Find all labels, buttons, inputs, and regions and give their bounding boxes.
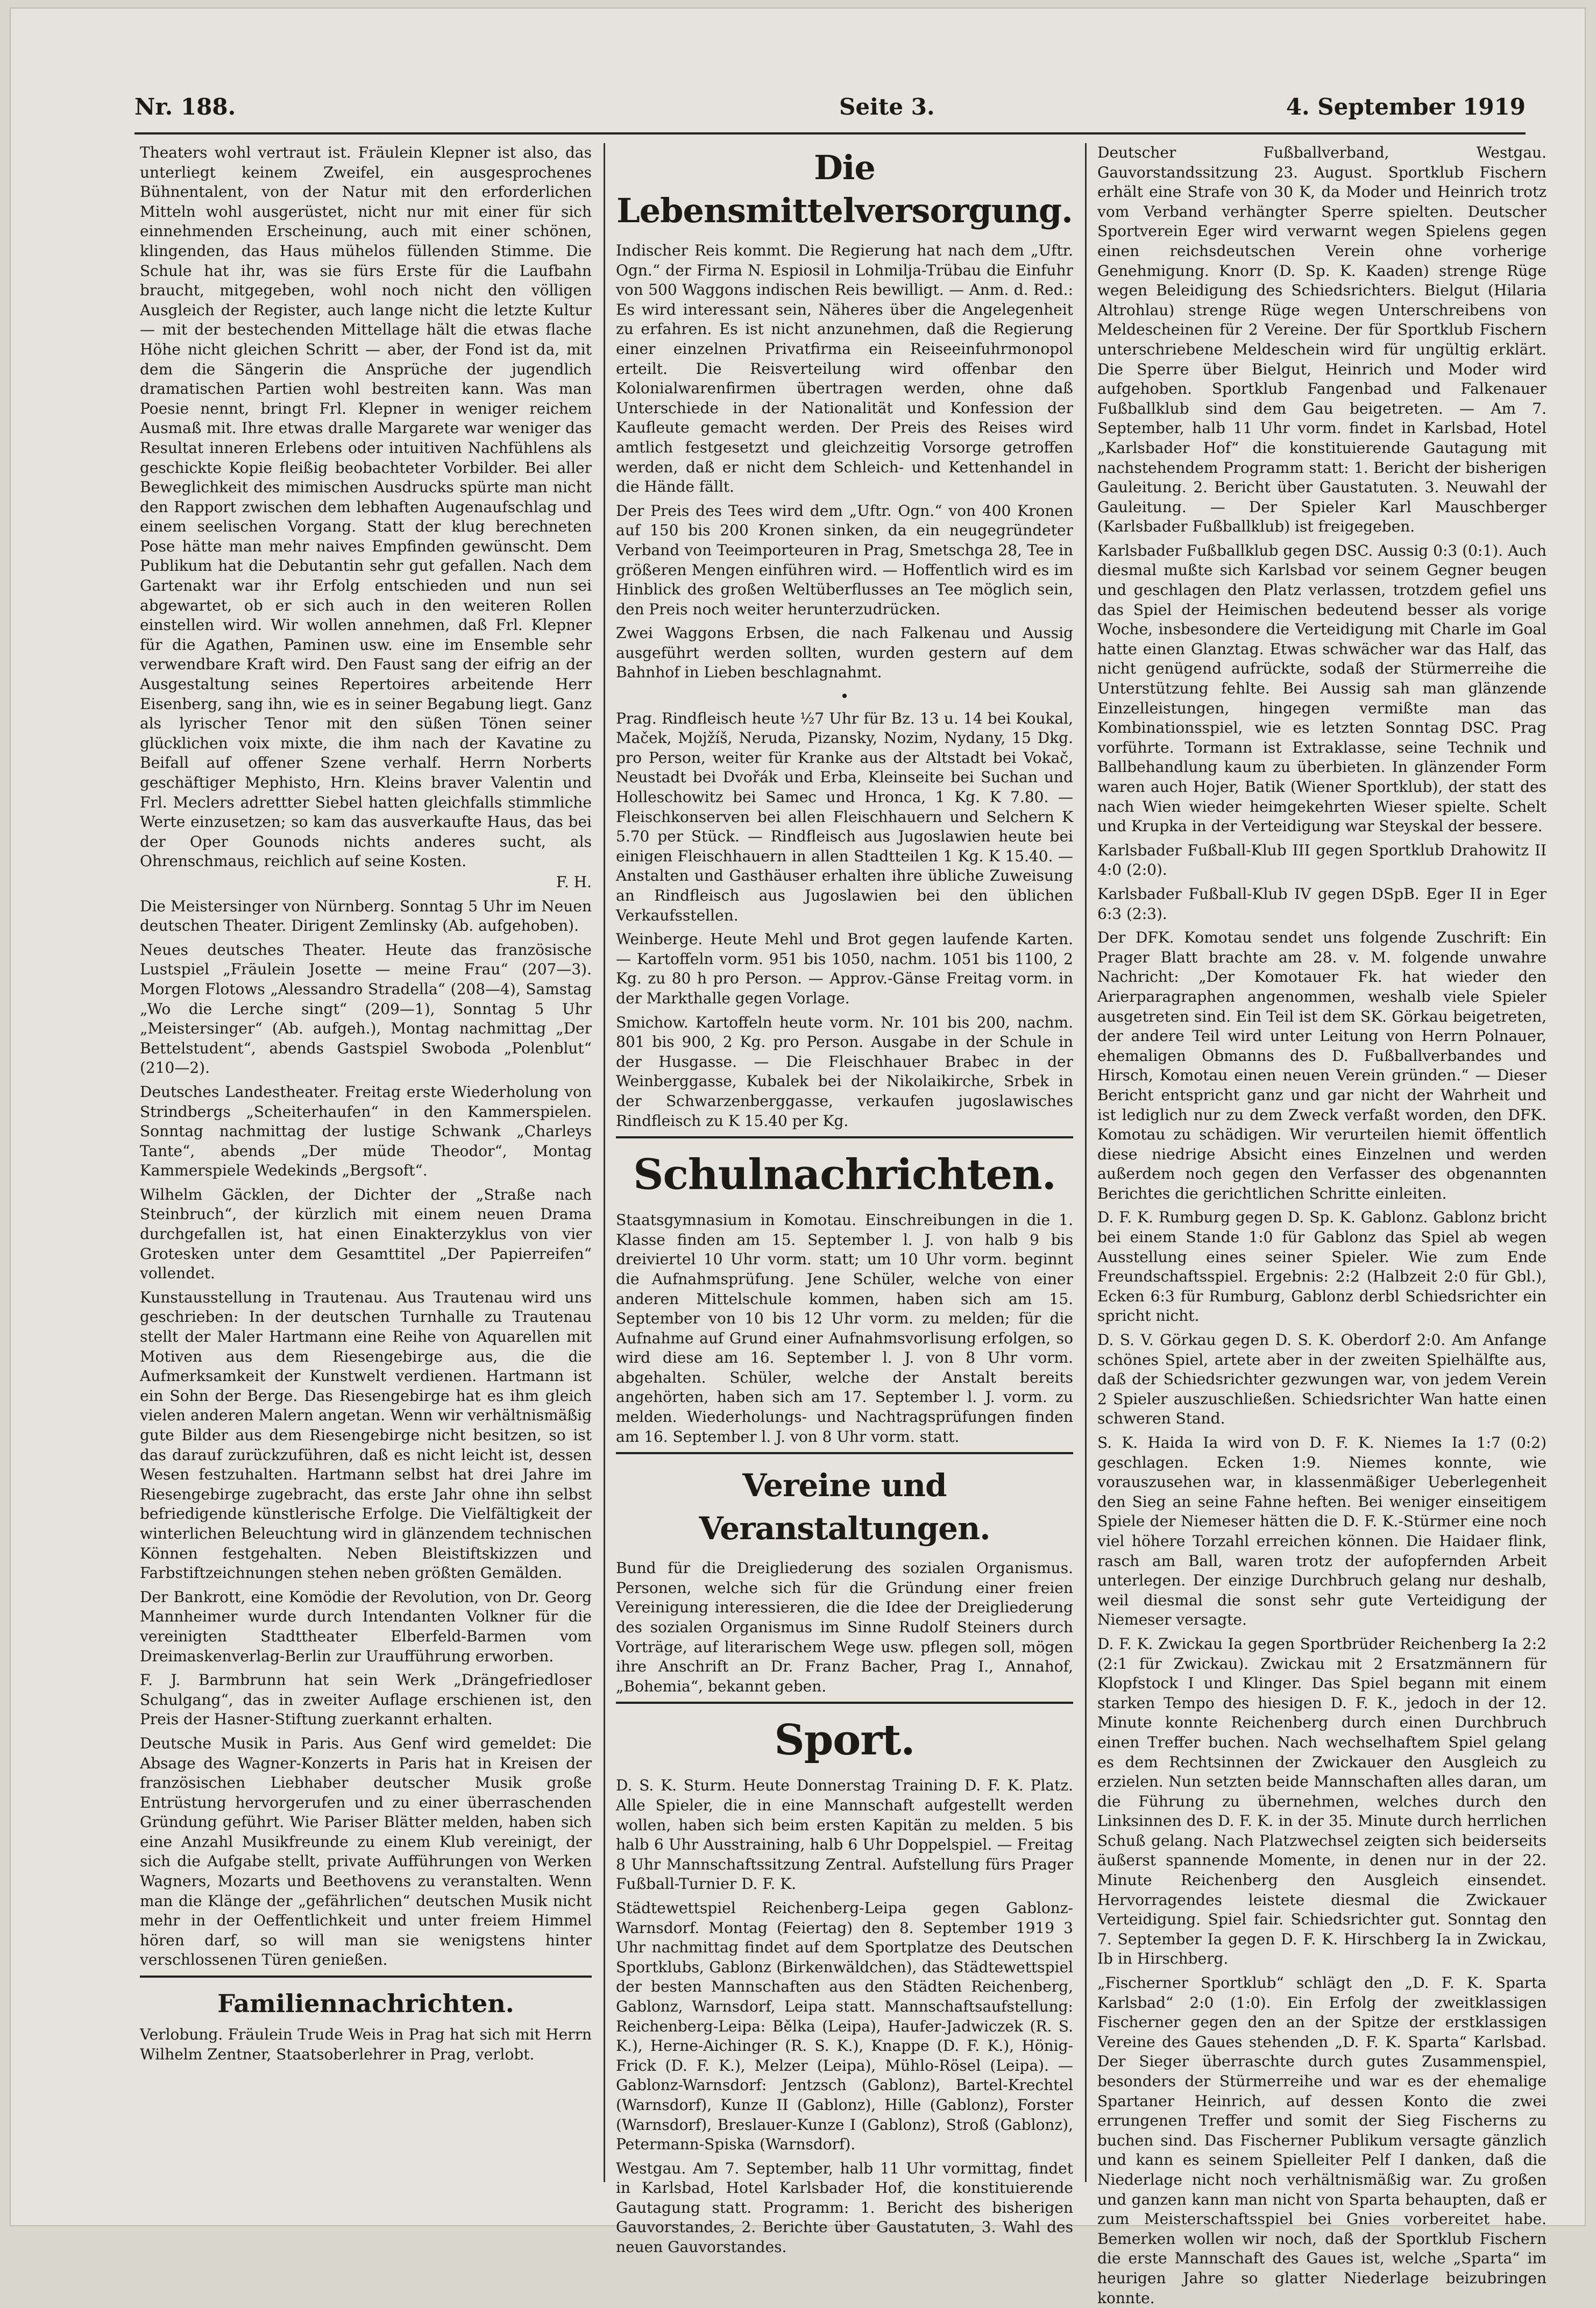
sport-item-city-match: Städtewettspiel Reichenberg-Leipa gegen Gablonz-Warnsdorf. Montag (Feiertag) den 8. September 1919 3 Uhr nachmittag findet auf dem Sportplatze des Deutschen Sportklubs, Gablonz (Birkenwäldchen), das Städtewettspiel der besten Mannschaften aus den Städten Reichenberg, Gablonz, Warnsdorf, Leipa statt. Mannschaftsaufstellung: Reichenberg-Leipa: Bělka (Leipa), Haufer-Jadwiczek (R. S. K.), Herne-Aichinger (R. S. K.), Knappe (D. F. K.), Hönig-Frick (D. F. K.), Melzer (Leipa), Mühlo-Rösel (Leipa). — Gablonz-Warnsdorf: Jentzsch (Gablonz), Bartel-Krechtel (Warnsdorf), Kunze II (Gablonz), Hille (Gablonz), Forster (Warnsdorf), Breslauer-Kunze I (Gablonz), Stroß (Gablonz), Petermann-Spiska (Warnsdorf). xyxy=(616,1899,1073,2154)
food-item-rice: Indischer Reis kommt. Die Regierung hat nach dem „Uftr. Ogn.“ der Firma N. Espiosil in Lohmilja-Trübau die Einfuhr von 500 Waggons indischen Reis bewilligt. — Anm. d. Red.: Es wird interessant sein, Näheres über die Angelegenheit zu erfahren. Es ist nicht anzunehmen, daß die Regierung einer einzelnen Privatfirma ein Reiseeinfuhrmonopol erteilt. Die Reisverteilung wird offenbar den Kolonialwarenfirmen übertragen werden, ohne daß Unterschiede in der Nationalität und Konfession der Kaufleute gemacht werden. Der Preis des Reises wird amtlich festgesetzt und gleichzeitig Vorsorge getroffen werden, daß er nicht dem Schleich- und Kettenhandel in die Hände fällt. xyxy=(616,242,1073,496)
engagement-notice: Verlobung. Fräulein Trude Weis in Prag hat sich mit Herrn Wilhelm Zentner, Staatsoberlehrer in Prag, verlobt. xyxy=(140,2026,592,2063)
school-news-heading: Schulnachrichten. xyxy=(633,1150,1056,1200)
opera-review-text: Theaters wohl vertraut ist. Fräulein Klepner ist also, das unterliegt keinem Zweifel, ein ausgesprochenes Bühnentalent, von der Natur mit den erforderlichen Mitteln wohl ausgerüstet, nicht nur mit einer für sich einnehmenden Erscheinung, auch mit einer schönen, klingenden, das Haus mühelos füllenden Stimme. Die Schule hat ihr, was sie fürs Erste für die Laufbahn braucht, mitgegeben, wohl noch nicht den völligen Ausgleich der Register, auch lange nicht die letzte Kultur — mit der bestechenden Mittellage hält die etwas flache Höhe nicht gleichen Schritt — aber, der Fond ist da, mit dem die Sängerin die Ansprüche der jugendlich dramatischen Partien wohl bestreiten kann. Was man Poesie nennt, bringt Frl. Klepner in weniger reichem Ausmaß mit. Ihre etwas dralle Margarete war weniger das Resultat inneren Erlebens oder intuitiven Nachfühlens als geschickte Kopie fleißig beobachteter Vorbilder. Bei aller Beweglichkeit des mimischen Ausdrucks spürte man nicht den Rapport zwischen dem lebhaften Augenaufschlag und einem seelischen Vorgang. Statt der klug berechneten Pose hätte man mehr naives Empfinden gewünscht. Dem Publikum hat die Debutantin sehr gut gefallen. Nach dem Gartenakt war ihr Erfolg entschieden und nun sei abgewartet, ob er sich auch in den weiteren Rollen einstellen wird. Wir wollen annehmen, daß Frl. Klepner für die Agathen, Paminen usw. eine im Ensemble sehr verwendbare Kraft wird. Den Faust sang der eifrig an der Ausgestaltung seines Repertoires arbeitende Herr Eisenberg, sang ihn, wie es in seiner Begabung liegt. Ganz als lyrischer Tenor mit den süßen Tönen seiner glücklichen voix mixte, die ihm nach der Kavatine zu Beifall auf offener Szene verhalf. Herrn Norberts geschäftiger Mephisto, Hrn. Kleins braver Valentin und Frl. Meclers adrettter Siebel hatten gleichfalls stimmliche Werte einzusetzen; so kam das ausverkaufte Haus, das bei der Oper Gounods nichts anderes sucht, als Ohrenschmaus, reichlich auf seine Kosten. xyxy=(140,144,592,870)
sport-item-zwickau: D. F. K. Zwickau Ia gegen Sportbrüder Reichenberg Ia 2:2 (2:1 für Zwickau). Zwickau mit 2 Ersatzmännern für Klopfstock I und Klinger. Das Spiel begann mit einem starken Tempo des hiesigen D. F. K., jedoch in der 12. Minute konnte Reichenberg durch einen Durchbruch einen Treffer buchen. Nach wechselhaftem Spiel gelang es dem Rechtsinnen der Zwickauer den Ausgleich zu erzielen. Nun setzten beide Mannschaften alles daran, um die Führung zu übernehmen, welches durch den Linksinnen des D. F. K. in der 35. Minute durch herrlichen Schuß gelang. Nach Platzwechsel zeigten sich beiderseits äußerst spannende Momente, in denen nur in der 22. Minute Reichenberg den Ausgleich einsendet. Hervorragendes leistete diesmal die Zwickauer Verteidigung. Spiel fair. Schiedsrichter gut. Sonntag den 7. September Ia gegen D. F. K. Hirschberg Ia in Zwickau, Ib in Hirschberg. xyxy=(1097,1634,1547,1968)
sport-item-karlsbad-iv: Karlsbader Fußball-Klub IV gegen DSpB. Eger II in Eger 6:3 (2:3). xyxy=(1097,884,1547,923)
column-right xyxy=(1097,143,1547,2307)
sport-item-westgau: Westgau. Am 7. September, halb 11 Uhr vormittag, findet in Karlsbad, Hotel Karlsbader Hof, die konstituierende Gautagung statt. Programm: 1. Bericht des bisherigen Gauvorstandes, 2. Berichte über Gaustatuten, 3. Wahl des neuen Gauvorstandes. xyxy=(616,2159,1073,2256)
news-item-neues-theater: Neues deutsches Theater. Heute das französische Lustspiel „Fräulein Josette — meine Frau“ (207—3). Morgen Flotows „Alessandro Stradella“ (208—4), Samstag „Wo die Lerche singt“ (209—1), Sonntag 5 Uhr „Meistersinger“ (Ab. aufgeh.), Montag nachmittag „Der Bettelstudent“, abends Gastspiel Swoboda „Polenblut“ (210—2). xyxy=(140,940,592,1077)
food-item-prague: Prag. Rindfleisch heute ½7 Uhr für Bz. 13 u. 14 bei Koukal, Maček, Mojžíš, Neruda, Pizansky, Nozim, Nydany, 15 Dkg. pro Person, weiter für Kranke aus der Altstadt bei Vokač, Neustadt bei Dvořák und Erba, Kleinseite bei Suchan und Holleschowitz bei Samec und Hronca, 1 Kg. K 7.80. — Fleischkonserven bei allen Fleischhauern und Selchern K 5.70 per Stück. — Rindfleisch aus Jugoslawien heute bei einigen Fleischhauern in allen Stadtteilen 1 Kg. K 15.40. — Anstalten und Gasthäuser erhalten ihre übliche Zuweisung an Rindfleisch aus Jugoslawien bei den üblichen Verkaufsstellen. xyxy=(616,709,1073,924)
issue-date: 4. September 1919 xyxy=(1286,94,1526,120)
news-item-meistersinger: Die Meistersinger von Nürnberg. Sonntag 5 Uhr im Neuen deutschen Theater. Dirigent Zemlinsky (Ab. aufgehoben). xyxy=(140,897,592,935)
sport-item-karlsbad-aussig: Karlsbader Fußballklub gegen DSC. Aussig 0:3 (0:1). Auch diesmal mußte sich Karlsbad vor seinem Gegner beugen und geschlagen den Platz verlassen, trotzdem gefiel uns das Spiel der Heimischen bedeutend besser als vorige Woche, insbesondere die Verteidigung mit Charle im Goal hatte einen Glanztag. Etwas schwächer war das Half, das nicht genügend aufrückte, sodaß der Stürmerreihe die Unterstützung fehlte. Bei Aussig sah man glänzende Einzelleistungen, hingegen vermißte man das Kombinationsspiel, wie es letzten Sonntag DSC. Prag vorführte. Tormann ist Extraklasse, seine Technik und Ballbehandlung kaum zu überbieten. In glänzender Form waren auch Hojer, Batik (Wiener Sportklub), der statt des nach Wien wieder heimgekehrten Wieser spielte. Schelt und Krupka in der Verteidigung war Steyskal der bessere. xyxy=(1097,541,1547,836)
sport-item-karlsbad-iii: Karlsbader Fußball-Klub III gegen Sportklub Drahowitz II 4:0 (2:0). xyxy=(1097,841,1547,879)
sport-item-komotau: Der DFK. Komotau sendet uns folgende Zuschrift: Ein Prager Blatt brachte am 28. v. M. folgende unwahre Nachricht: „Der Komotauer Fk. hat wieder den Arierparagraphen angenommen, weshalb viele Spieler ausgetreten sind. Ein Teil ist dem SK. Görkau beigetreten, der andere Teil wird unter Leitung von Herrn Polnauer, ehemaligen Obmanns des D. Fußballverbandes und Hirsch, Komotau einen neuen Verein gründen.“ — Dieser Bericht entspricht ganz und gar nicht der Wahrheit und ist lediglich nur zu dem Zweck verfaßt worden, den DFK. Komotau zu schädigen. Wir verurteilen hiemit öffentlich diese niedrige Absicht eines Einzelnen und werden außerdem noch gegen den Verfasser des obgenannten Berichtes die gerichtlichen Schritte einleiten. xyxy=(1097,929,1547,1202)
food-item-tea: Der Preis des Tees wird dem „Uftr. Ogn.“ von 400 Kronen auf 150 bis 200 Kronen sinken, da ein neugegründeter Verband von Teeimporteuren in Prag, Smetschga 28, Tee in größeren Mengen einführen wird. — Hoffentlich wird es im Hinblick des großen Weltüberflusses an Tee möglich sein, den Preis noch weiter herunterzudrücken. xyxy=(616,501,1073,618)
food-item-weinberge: Weinberge. Heute Mehl und Brot gegen laufende Karten. — Kartoffeln vorm. 951 bis 1050, nachm. 1051 bis 1100, 2 Kg. zu 80 h pro Person. — Approv.-Gänse Freitag vorm. in der Markthalle gegen Vorlage. xyxy=(616,930,1073,1007)
food-item-smichow: Smichow. Kartoffeln heute vorm. Nr. 101 bis 200, nachm. 801 bis 900, 2 Kg. pro Person. Ausgabe in der Schule in der Husgasse. — Die Fleischhauer Brabec in der Weinberggasse, Kubalek bei der Nikolaikirche, Srbek in der Schwarzenberggasse, verkaufen jugoslawisches Rindfleisch zu K 15.40 per Kg. xyxy=(616,1013,1073,1130)
sport-item-sturm: D. S. K. Sturm. Heute Donnerstag Training D. F. K. Platz. Alle Spieler, die in eine Mannschaft aufgestellt werden wollen, haben sich beim ersten Kapitän zu melden. 5 bis halb 6 Uhr Ausstraining, halb 6 Uhr Doppelspiel. — Freitag 8 Uhr Mannschaftssitzung Zentral. Aufstellung fürs Prager Fußball-Turnier D. F. K. xyxy=(616,1776,1073,1893)
column-left xyxy=(140,143,592,2182)
column-divider xyxy=(1085,143,1087,2182)
section-rule xyxy=(616,1702,1073,1704)
news-item-art-exhibition: Kunstausstellung in Trautenau. Aus Trautenau wird uns geschrieben: In der deutschen Turnhalle zu Trautenau stellt der Maler Hartmann eine Reihe von Aquarellen mit Motiven aus dem Riesengebirge aus, die die Aufmerksamkeit der Kunstwelt verdienen. Hartmann ist ein Sohn der Berge. Das Riesengebirge hat es ihm gleich vielen anderen Malern angetan. Wenn wir verhältnismäßig gute Bilder aus dem Riesengebirge nicht besitzen, so ist das darauf zurückzuführen, daß es nicht leicht ist, dessen Wesen festzuhalten. Hartmann selbst hat drei Jahre im Riesengebirge zugebracht, das erste Jahr ohne ihn selbst befriedigende künstlerische Erfolge. Die Vielfältigkeit der winterlichen Beleuchtung wird in glänzendem technischen Können festgehalten. Neben Bleistiftskizzen und Farbstiftzeichnungen stehen neben größten Gemälden. xyxy=(140,1288,592,1582)
news-item-author: Wilhelm Gäcklen, der Dichter der „Straße nach Steinbruch“, der kürzlich mit einem neuen Drama durchgefallen ist, hat einen Einakterzyklus von vier Grotesken unter dem Gesamttitel „Der Papierreifen“ vollendet. xyxy=(140,1185,592,1283)
page-number: Seite 3. xyxy=(839,94,935,120)
news-item-music-paris: Deutsche Musik in Paris. Aus Genf wird gemeldet: Die Absage des Wagner-Konzerts in Paris hat in Kreisen der französischen Liebhaber deutscher Musik große Entrüstung hervorgerufen und zu einer überraschenden Gründung geführt. Wie Pariser Blätter melden, haben sich eine Anzahl Musikfreunde zu einem Klub vereinigt, der sich die Aufgabe stellt, private Aufführungen von Werken Wagners, Mozarts und Beethovens zu veranstalten. Wenn man die Klänge der „gefährlichen“ deutschen Musik nicht mehr in der Oeffentlichkeit und unter freiem Himmel hören darf, so will man sie wenigstens hinter verschlossenen Türen genießen. xyxy=(140,1734,592,1969)
sport-heading: Sport. xyxy=(774,1716,915,1765)
family-news-heading: Familiennachrichten. xyxy=(217,1989,514,2019)
food-item-peas: Zwei Waggons Erbsen, die nach Falkenau und Aussig ausgeführt werden sollten, wurden gestern auf dem Bahnhof in Lieben beschlagnahmt. xyxy=(616,624,1073,682)
sport-item-rumburg: D. F. K. Rumburg gegen D. Sp. K. Gablonz. Gablonz bricht bei einem Stande 1:0 für Gablonz das Spiel ab wegen Ausstellung eines seiner Spieler. Wie zum Ende Freundschaftsspiel. Ergebnis: 2:2 (Halbzeit 2:0 für Gbl.), Ecken 6:3 für Rumburg, Gablonz derbl Schiedsrichter ein spricht nicht. xyxy=(1097,1208,1547,1325)
club-item-threefold: Bund für die Dreigliederung des sozialen Organismus. Personen, welche sich für die Gründung einer freien Vereinigung interessieren, die die Idee der Dreigliederung des sozialen Organismus im Sinne Rudolf Steiners durch Vorträge, auf literarischem Wege usw. pflegen soll, mögen ihre Anschrift an Dr. Franz Bacher, Prag I., Annahof, „Bohemia“, bekannt geben. xyxy=(616,1559,1073,1695)
column-divider xyxy=(604,143,605,2182)
section-rule xyxy=(616,1136,1073,1138)
clubs-events-heading: Vereine und Veranstaltungen. xyxy=(699,1467,990,1547)
newspaper-page xyxy=(10,8,1586,2307)
separator-dot: • xyxy=(840,688,849,706)
section-rule xyxy=(140,1976,592,1978)
food-supply-heading: Die Lebensmittelversorgung. xyxy=(616,148,1073,230)
issue-number: Nr. 188. xyxy=(134,94,236,120)
news-item-award: F. J. Barmbrunn hat sein Werk „Drängefriedloser Schulgang“, das in zweiter Auflage erschienen ist, den Preis der Hasner-Stiftung zuerkannt erhalten. xyxy=(140,1671,592,1729)
news-item-comedy: Der Bankrott, eine Komödie der Revolution, von Dr. Georg Mannheimer wurde durch Intendanten Volkner für die vereinigten Stadttheater Elberfeld-Barmen vom Dreimaskenverlag-Berlin zur Uraufführung erworben. xyxy=(140,1588,592,1665)
sport-item-fischern: „Fischerner Sportklub“ schlägt den „D. F. K. Sparta Karlsbad“ 2:0 (1:0). Ein Erfolg der zweitklassigen Fischerner gegen den an der Spitze der erstklassigen Vereine des Gaues stehenden „D. F. K. Sparta“ Karlsbad. Der Sieger überraschte durch gutes Zusammenspiel, besonders der Stürmerreihe und war es der ehemalige Spartaner Heinrich, auf dessen Konto die zwei errungenen Treffer und somit der Sieg Fischerns zu buchen sind. Das Fischerner Publikum versagte gänzlich und kann es seinem Spielleiter Pelf I danken, daß die Niederlage nicht noch verhältnismäßig war. Zu großen und ganzen kann man nicht von Sparta behaupten, daß er zum Meisterschaftsspiel bei Gnies vorbereitet habe. Bemerken wollen wir noch, daß der Sportklub Fischern die erste Mannschaft des Gaues ist, welche „Sparta“ im heurigen Jahre so glatter Niederlage beizubringen konnte. xyxy=(1097,1974,1547,2307)
page-header xyxy=(134,89,1526,134)
school-item-komotau: Staatsgymnasium in Komotau. Einschreibungen in die 1. Klasse finden am 15. September l. J. von halb 9 bis dreiviertel 10 Uhr vorm. statt; um 10 Uhr vorm. beginnt die Aufnahmsprüfung. Jene Schüler, welche von einer anderen Mittelschule kommen, haben sich am 15. September von 10 bis 12 Uhr vorm. zu melden; für die Aufnahme auf Grund einer Aufnahmsvorlisung erfolgen, so wird diese am 16. September l. J. von 8 Uhr vorm. abgehalten. Schüler, welche der Anstalt bereits angehörten, haben sich am 17. September l. J. vorm. zu melden. Wiederholungs- und Nachtragsprüfungen finden am 16. September l. J. von 8 Uhr vorm. statt. xyxy=(616,1211,1073,1446)
review-signature: F. H. xyxy=(556,873,592,891)
sport-item-association: Deutscher Fußballverband, Westgau. Gauvorstandssitzung 23. August. Sportklub Fischern erhält eine Strafe von 30 K, da Moder und Heinrich trotz vom Verband verhängter Sperre spielten. Deutscher Sportverein Eger wird verwarnt wegen Spielens gegen einen reichsdeutschen Verein ohne vorherige Genehmigung. Knorr (D. Sp. K. Kaaden) strenge Rüge wegen Beleidigung des Schiedsrichters. Bielgut (Hilaria Altrohlau) strenge Rüge wegen Unterschreibens von Meldescheinen für 2 Vereine. Der für Sportklub Fischern unterschriebene Meldeschein wird für ungültig erklärt. Die Sperre über Bielgut, Heinrich und Moder wird aufgehoben. Sportklub Fangenbad und Falkenauer Fußballklub sind dem Gau beigetreten. — Am 7. September, halb 11 Uhr vorm. findet in Karlsbad, Hotel „Karlsbader Hof“ die konstituierende Gautagung mit nachstehendem Programm statt: 1. Bericht der bisherigen Gauleitung. 2. Bericht über Gaustatuten. 3. Neuwahl der Gauleitung. — Der Spieler Karl Mauschberger (Karlsbader Fußballklub) ist freigegeben. xyxy=(1097,144,1547,536)
section-rule xyxy=(616,1452,1073,1454)
sport-item-goerkau: D. S. V. Görkau gegen D. S. K. Oberdorf 2:0. Am Anfange schönes Spiel, artete aber in der zweiten Spielhälfte aus, daß der Schiedsrichter gezwungen war, von jedem Verein 2 Spieler auszuschließen. Schiedsrichter Wan hatte einen schweren Stand. xyxy=(1097,1331,1547,1428)
column-middle xyxy=(616,143,1073,2256)
news-item-landestheater: Deutsches Landestheater. Freitag erste Wiederholung von Strindbergs „Scheiterhaufen“ in den Kammerspielen. Sonntag nachmittag der lustige Schwank „Charleys Tante“, abends „Der müde Theodor“, Montag Kammerspiele Wedekinds „Bergsoft“. xyxy=(140,1082,592,1180)
sport-item-haida: S. K. Haida Ia wird von D. F. K. Niemes Ia 1:7 (0:2) geschlagen. Ecken 1:9. Niemes konnte, wie vorauszusehen war, in klassenmäßiger Ueberlegenheit den Sieg an seine Fahne heften. Bei weniger einseitigem Spiele der Niemeser hätten die D. F. K.-Stürmer eine noch viel höhere Torzahl erreichen können. Die Haidaer flink, rasch am Ball, waren trotz der aufopfernden Arbeit unterlegen. Der einzige Durchbruch gelang nur deshalb, weil diesmal die sonst sehr gute Verteidigung der Niemeser versagte. xyxy=(1097,1434,1547,1629)
